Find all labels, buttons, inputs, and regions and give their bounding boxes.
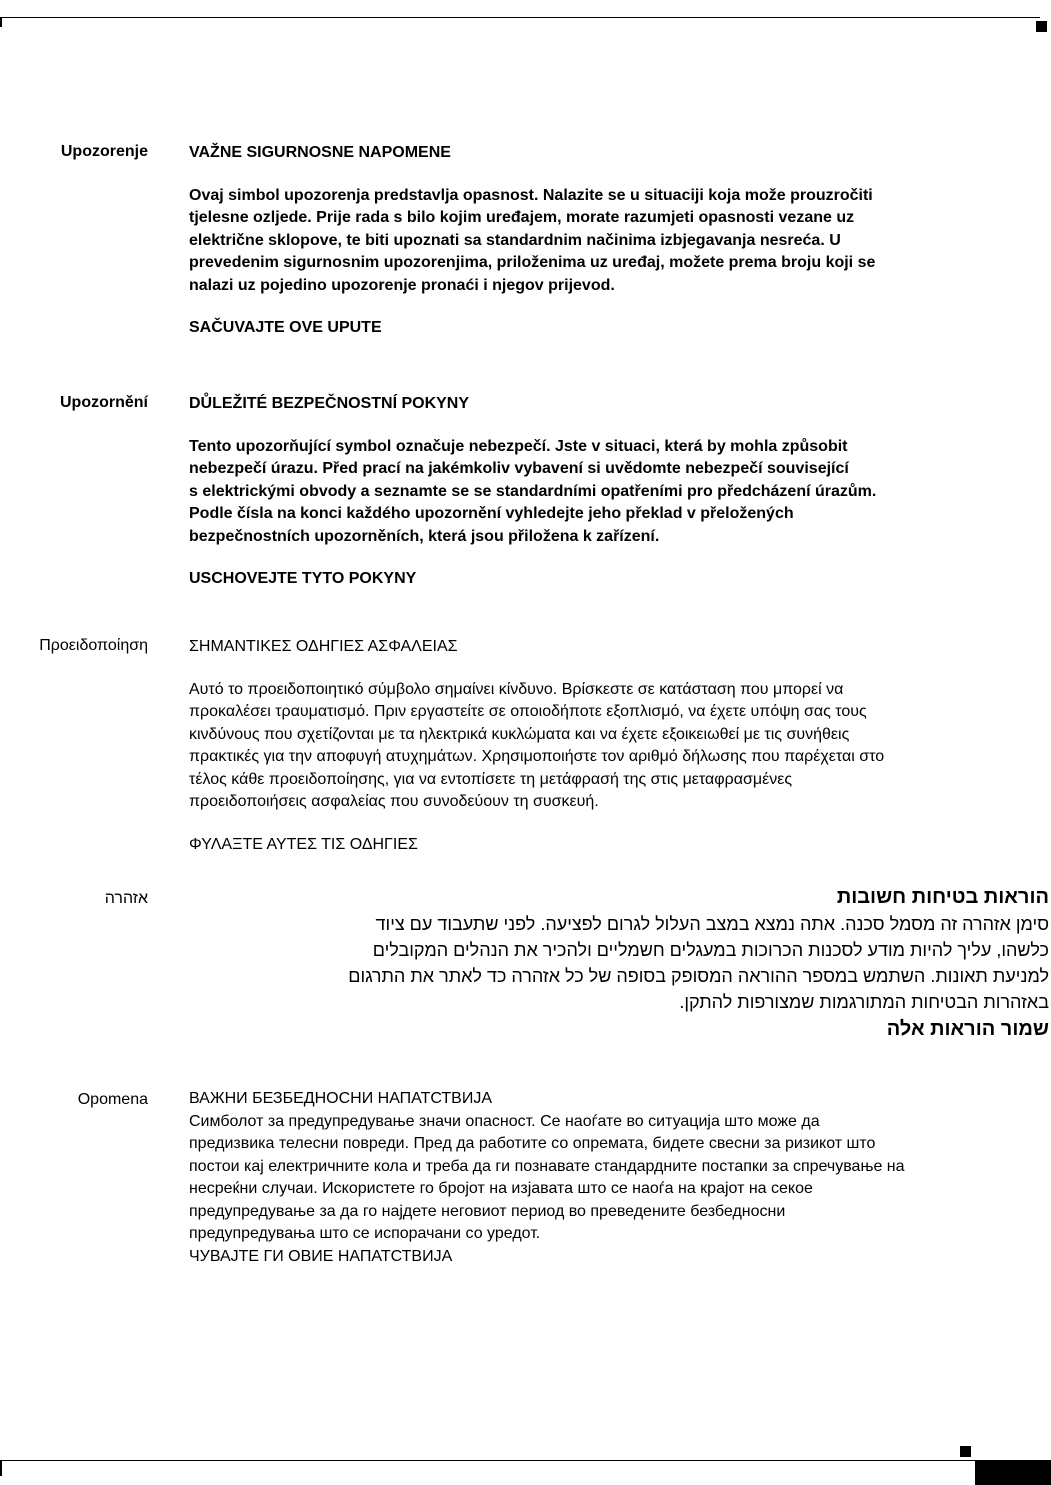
section-body-line: bezpečnostních upozorněních, která jsou přiložena k zařízení. <box>189 527 660 545</box>
section-body-line: Αυτό το προειδοποιητικό σύμβολο σημαίνει κίνδυνο. Βρίσκεστε σε κατάσταση που μπορεί να <box>189 680 844 698</box>
section-body-line: προειδοποιήσεις ασφαλείας που συνοδεύουν τη συσκευή. <box>189 793 599 810</box>
section-body-line: κινδύνους που σχετίζονται με τα ηλεκτρικά κυκλώματα και να έχετε εξοικειωθεί με τις συνήθεις <box>189 725 850 743</box>
section-body-line: s elektrickými obvody a seznamte se se standardními opatřeními pro předcházení úrazům. <box>189 482 877 500</box>
section-body-line: предупредувања што се испорачани со уредот. <box>189 1225 541 1242</box>
footer-page-tab <box>975 1460 1051 1485</box>
section-closing: ЧУВАЈТЕ ГИ ОВИЕ НАПАТСТВИЈА <box>189 1247 453 1265</box>
section-body-line: nebezpečí úrazu. Před prací na jakémkoliv vybavení si uvědomte nebezpečí související <box>189 460 849 477</box>
footer-tick <box>0 1460 2 1476</box>
section-heading: הוראות בטיחות חשובות <box>836 886 1049 908</box>
section-body-line: כלשהו, עליך להיות מודע לסכנות הכרוכות במעגלים חשמליים ולהכיר את הנהלים המקובלים <box>372 940 1049 960</box>
footer-marker <box>960 1446 971 1457</box>
section-closing: USCHOVEJTE TYTO POKYNY <box>189 570 417 587</box>
section-body-line: предупредување за да го најдете неговиот период во преведените безбедносни <box>189 1202 786 1220</box>
section-body-line: סימן אזהרה זה מסמל סכנה. אתה נמצא במצב העלול לגרום לפציעה. לפני שתעבוד עם ציוד <box>375 914 1049 934</box>
section-body-line: προκαλέσει τραυματισμό. Πριν εργαστείτε σε οποιοδήποτε εξοπλισμό, να έχετε υπόψη σας τους <box>189 703 867 720</box>
section-heading: VAŽNE SIGURNOSNE NAPOMENE <box>189 144 451 161</box>
section-label-greek: Προειδοποίηση <box>39 637 148 654</box>
section-body-line: τέλος κάθε προειδοποίησης, για να εντοπίσετε τη μετάφρασή της στις μεταφρασμένες <box>189 770 793 788</box>
section-closing: ΦΥΛΑΞΤΕ ΑΥΤΕΣ ΤΙΣ ΟΔΗΓΙΕΣ <box>189 835 418 853</box>
section-body-line: постои кај електричните кола и треба да ги познавате стандардните постапки за спречување на <box>189 1157 905 1175</box>
section-closing: שמור הוראות אלה <box>886 1018 1049 1040</box>
header-tick <box>0 17 2 27</box>
section-heading: DŮLEŽITÉ BEZPEČNOSTNÍ POKYNY <box>189 395 470 412</box>
section-body-line: električne sklopove, te biti upoznati sa standardnim načinima izbjegavanja nesreća. U <box>189 231 841 249</box>
section-label-czech: Upozornění <box>60 394 148 411</box>
section-body-line: nalazi uz pojedino upozorenje pronaći i njegov prijevod. <box>189 276 615 294</box>
section-body-line: Tento upozorňující symbol označuje nebezpečí. Jste v situaci, která by mohla způsobit <box>189 437 848 455</box>
section-heading: ВАЖНИ БЕЗБЕДНОСНИ НАПАТСТВИЈА <box>189 1090 493 1107</box>
section-body-line: πρακτικές για την αποφυγή ατυχημάτων. Χρησιμοποιήστε τον αριθμό δήλωσης που παρέχεται στο <box>189 748 885 765</box>
section-heading: ΣΗΜΑΝΤΙΚΕΣ ΟΔΗΓΙΕΣ ΑΣΦΑΛΕΙΑΣ <box>189 638 458 655</box>
section-body-line: Симболот за предупредување значи опасност. Се наоѓате во ситуација што може да <box>189 1112 820 1130</box>
section-body-line: למניעת תאונות. השתמש במספר ההוראה המסופק בסופה של כל אזהרה כד לאתר את התרגום <box>348 966 1049 986</box>
section-greek <box>189 636 1029 856</box>
section-body-line: prevedenim sigurnosnim upozorenjima, priloženima uz uređaj, možete prema broju koji se <box>189 254 876 271</box>
section-body-line: несреќни случаи. Искористете го бројот на изјавата што се наоѓа на крајот на секое <box>189 1180 813 1197</box>
section-body-line: באזהרות הבטיחות המתורגמות שמצורפות להתקן. <box>679 992 1049 1012</box>
section-label-croatian: Upozorenje <box>60 143 148 160</box>
footer-rule <box>0 1460 975 1461</box>
header-marker <box>1036 21 1047 32</box>
section-label-hebrew: אזהרה <box>104 890 148 907</box>
header-rule <box>0 17 1040 18</box>
section-body-line: предизвика телесни повреди. Пред да работите со опремата, бидете свесни за ризикот што <box>189 1135 876 1152</box>
section-hebrew <box>189 883 1049 1043</box>
section-label-macedonian: Opomena <box>77 1091 148 1108</box>
section-body-line: Podle čísla na konci každého upozornění vyhledejte jeho překlad v přeložených <box>189 505 794 522</box>
section-closing: SAČUVAJTE OVE UPUTE <box>189 319 382 336</box>
section-body-line: tjelesne ozljede. Prije rada s bilo kojim uređajem, morate razumjeti opasnosti vezane uz <box>189 209 855 226</box>
section-macedonian <box>189 1088 1049 1268</box>
section-czech <box>189 393 1029 591</box>
section-body-line: Ovaj simbol upozorenja predstavlja opasnost. Nalazite se u situaciji koja može prouzročiti <box>189 186 873 204</box>
section-croatian <box>189 142 1029 340</box>
